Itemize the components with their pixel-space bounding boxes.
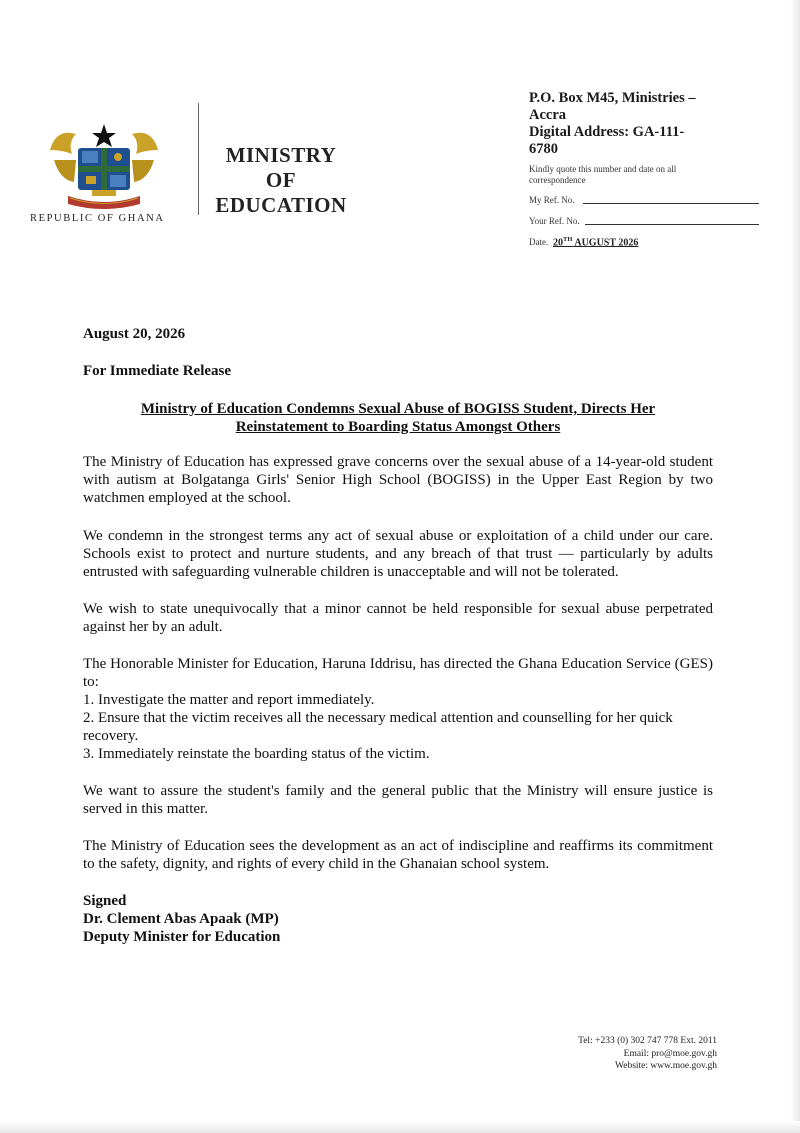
paragraph-condemn: We condemn in the strongest terms any act of sexual abuse or exploitation of a child under our care. Schools exist to protect and nurture students, and any breach of that trust — particularly by adults entrusted with safeguarding vulnerable children is unacceptable and will not be tolerated. xyxy=(83,528,713,580)
signatory-title: Deputy Minister for Education xyxy=(83,929,281,945)
press-release-headline xyxy=(83,400,713,436)
address-line: Digital Address: GA-111- xyxy=(529,124,685,140)
quote-reference-note: Kindly quote this number and date on all correspondence xyxy=(529,164,677,185)
country-name: REPUBLIC OF GHANA xyxy=(30,213,165,224)
date-day: 20 xyxy=(553,237,563,249)
footer-phone: Tel: +233 (0) 302 747 778 Ext. 2011 xyxy=(578,1036,717,1046)
your-ref-label: Your Ref. No. xyxy=(529,216,580,226)
signed-label: Signed xyxy=(83,893,127,909)
my-ref-label: My Ref. No. xyxy=(529,195,575,205)
paragraph-minor: We wish to state unequivocally that a minor cannot be held responsible for sexual abuse perpetrated against her by an adult. xyxy=(83,601,713,635)
footer-website: Website: www.moe.gov.gh xyxy=(615,1061,717,1071)
release-date: August 20, 2026 xyxy=(83,326,186,342)
contact-footer xyxy=(578,1035,717,1073)
date-suffix: TH xyxy=(563,236,573,243)
directive-item: 1. Investigate the matter and report immediately. xyxy=(83,692,375,708)
my-ref-blank-line xyxy=(583,203,759,204)
page-shadow-right xyxy=(790,0,800,1133)
ministry-name-line: OF xyxy=(265,168,297,192)
paragraph-concerns: The Ministry of Education has expressed grave concerns over the sexual abuse of a 14-year-old student with autism at Bolgatanga Girls' Senior High School (BOGISS) in the Upper East Region by two watchmen employed at the school. xyxy=(83,454,713,506)
release-type: For Immediate Release xyxy=(83,363,232,379)
coat-of-arms-emblem xyxy=(46,120,162,214)
headline-line: Ministry of Education Condemns Sexual Abuse of BOGISS Student, Directs Her xyxy=(140,401,656,417)
page-shadow-bottom xyxy=(0,1121,800,1133)
address-line: P.O. Box M45, Ministries – xyxy=(529,90,696,106)
directive-item: 2. Ensure that the victim receives all the necessary medical attention and counselling for her quick recovery. xyxy=(83,710,673,744)
footer-email: Email: pro@moe.gov.gh xyxy=(623,1048,717,1059)
letterhead-date xyxy=(553,236,638,248)
signatory-name: Dr. Clement Abas Apaak (MP) xyxy=(83,911,279,927)
my-ref-row xyxy=(529,195,575,205)
letterhead-divider xyxy=(198,103,199,215)
paragraph-assurance: We want to assure the student's family and the general public that the Ministry will ensure justice is served in this matter. xyxy=(83,783,713,817)
date-label: Date. xyxy=(529,237,549,247)
headline-line: Reinstatement to Boarding Status Amongst Others xyxy=(235,419,561,435)
ministry-name-line: EDUCATION xyxy=(215,193,347,217)
your-ref-blank-line xyxy=(585,224,759,225)
paragraph-directive: The Honorable Minister for Education, Haruna Iddrisu, has directed the Ghana Education Service (GES) to: xyxy=(83,656,713,690)
postal-address xyxy=(529,90,729,158)
your-ref-row xyxy=(529,216,580,226)
directive-item: 3. Immediately reinstate the boarding status of the victim. xyxy=(83,746,430,762)
date-month-year: AUGUST 2026 xyxy=(572,237,639,249)
ministry-name-line: MINISTRY xyxy=(225,143,337,167)
ministry-name xyxy=(206,143,356,218)
address-line: 6780 xyxy=(529,141,558,157)
paragraph-commitment: The Ministry of Education sees the development as an act of indiscipline and reaffirms its commitment to the safety, dignity, and rights of every child in the Ghanaian school system. xyxy=(83,838,713,872)
address-line: Accra xyxy=(529,107,567,123)
